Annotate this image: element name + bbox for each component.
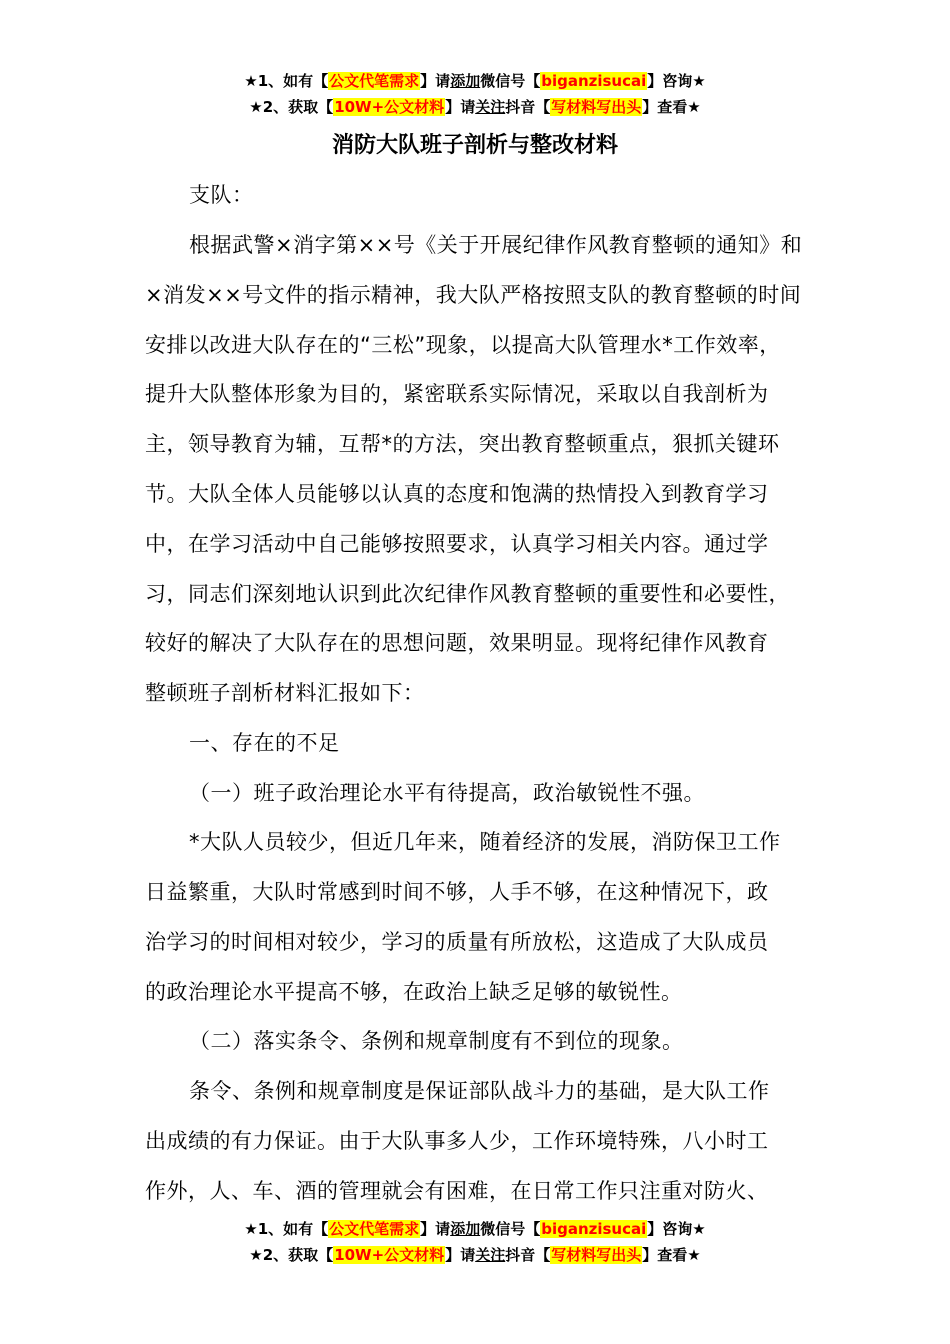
paragraph-line: 日益繁重，大队时常感到时间不够，人手不够，在这种情况下，政 bbox=[145, 880, 769, 904]
paragraph-line: 主，领导教育为辅，互帮*的方法，突出教育整顿重点，狠抓关键环 bbox=[145, 432, 780, 456]
paragraph-line: 作外，人、车、酒的管理就会有困难，在日常工作只注重对防火、 bbox=[145, 1179, 769, 1203]
banner-line-2: ★2、获取【10W+公文材料】请关注抖音【写材料写出头】查看★ bbox=[249, 98, 701, 116]
highlight-materials: 10W+公文材料 bbox=[334, 1246, 445, 1264]
section-heading: 一、存在的不足 bbox=[189, 731, 340, 755]
paragraph-line: 安排以改进大队存在的“三松”现象，以提高大队管理水*工作效率， bbox=[145, 333, 781, 357]
paragraph-line: 提升大队整体形象为目的，紧密联系实际情况，采取以自我剖析为 bbox=[145, 382, 769, 406]
highlight-materials: 10W+公文材料 bbox=[334, 98, 445, 116]
highlight-douyin-id: 写材料写出头 bbox=[551, 98, 642, 116]
header-banner bbox=[0, 68, 950, 120]
paragraph-line: 整顿班子剖析材料汇报如下： bbox=[145, 681, 425, 705]
paragraph-line: 较好的解决了大队存在的思想问题，效果明显。现将纪律作风教育 bbox=[145, 631, 769, 655]
paragraph-line: 节。大队全体人员能够以认真的态度和饱满的热情投入到教育学习 bbox=[145, 482, 769, 506]
footer-banner bbox=[0, 1216, 950, 1268]
banner-line-1: ★1、如有【公文代笔需求】请添加微信号【biganzisucai】咨询★ bbox=[244, 1220, 706, 1238]
paragraph-line: 治学习的时间相对较少，学习的质量有所放松，这造成了大队成员 bbox=[145, 930, 769, 954]
highlight-douyin-id: 写材料写出头 bbox=[551, 1246, 642, 1264]
salutation: 支队： bbox=[189, 183, 254, 207]
highlight-service: 公文代笔需求 bbox=[329, 1220, 420, 1238]
subsection-heading: （一）班子政治理论水平有待提高，政治敏锐性不强。 bbox=[189, 781, 705, 805]
paragraph-line: 的政治理论水平提高不够，在政治上缺乏足够的敏锐性。 bbox=[145, 980, 683, 1004]
paragraph-line: 条令、条例和规章制度是保证部队战斗力的基础，是大队工作 bbox=[189, 1079, 770, 1103]
paragraph-line: *大队人员较少，但近几年来，随着经济的发展，消防保卫工作 bbox=[189, 830, 781, 854]
paragraph-line: 中，在学习活动中自己能够按照要求，认真学习相关内容。通过学 bbox=[145, 532, 769, 556]
highlight-service: 公文代笔需求 bbox=[329, 72, 420, 90]
paragraph-line: 出成绩的有力保证。由于大队事多人少，工作环境特殊，八小时工 bbox=[145, 1129, 769, 1153]
highlight-wechat-id: biganzisucai bbox=[541, 1220, 647, 1238]
document-title: 消防大队班子剖析与整改材料 bbox=[331, 133, 618, 158]
paragraph-line: 根据武警×消字第××号《关于开展纪律作风教育整顿的通知》和 bbox=[189, 233, 803, 257]
paragraph-line: ×消发××号文件的指示精神，我大队严格按照支队的教育整顿的时间 bbox=[145, 283, 802, 307]
banner-line-2: ★2、获取【10W+公文材料】请关注抖音【写材料写出头】查看★ bbox=[249, 1246, 701, 1264]
highlight-wechat-id: biganzisucai bbox=[541, 72, 647, 90]
paragraph-line: 习，同志们深刻地认识到此次纪律作风教育整顿的重要性和必要性， bbox=[145, 582, 790, 606]
banner-line-1: ★1、如有【公文代笔需求】请添加微信号【biganzisucai】咨询★ bbox=[244, 72, 706, 90]
subsection-heading: （二）落实条令、条例和规章制度有不到位的现象。 bbox=[189, 1029, 684, 1053]
